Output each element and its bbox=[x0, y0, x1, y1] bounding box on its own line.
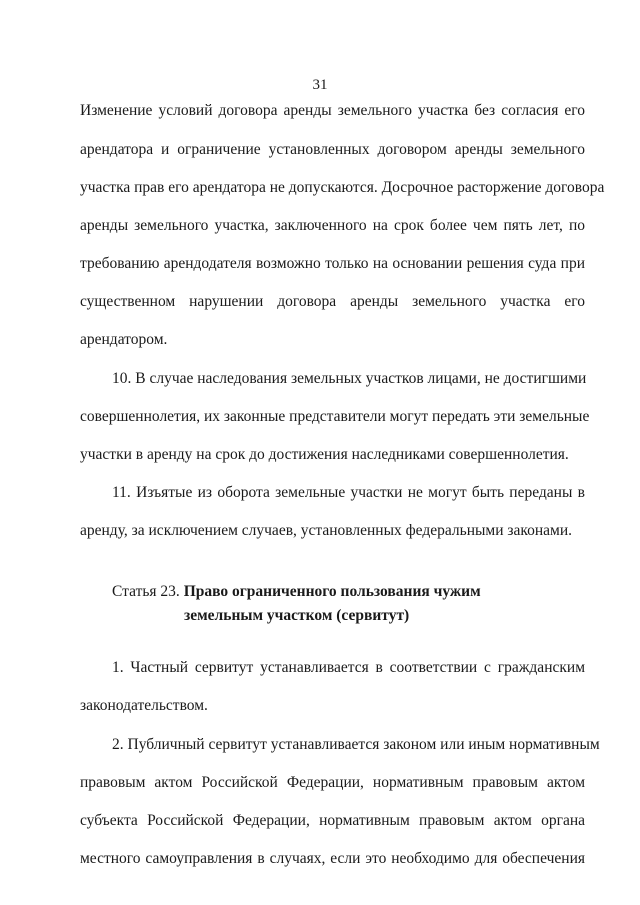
article-label: Статья 23. bbox=[112, 583, 180, 600]
item-10-line: участки в аренду на срок до достижения наследниками совершеннолетия. bbox=[80, 446, 569, 463]
paragraph-line: требованию арендодателя возможно только на основании решения суда при bbox=[80, 255, 585, 272]
paragraph-line: существенном нарушении договора аренды земельного участка его bbox=[80, 293, 585, 310]
paragraph-line: участка прав его арендатора не допускаются. Досрочное расторжение договора bbox=[80, 179, 605, 196]
item-2-line: местного самоуправления в случаях, если это необходимо для обеспечения bbox=[80, 850, 585, 867]
item-2-line: правовым актом Российской Федерации, нормативным правовым актом bbox=[80, 774, 585, 791]
item-11-line: 11. Изъятые из оборота земельные участки не могут быть переданы в bbox=[112, 484, 585, 501]
item-2-line: субъекта Российской Федерации, нормативным правовым актом органа bbox=[80, 812, 585, 829]
page-number: 31 bbox=[312, 77, 328, 93]
article-title-line-2: земельным участком (сервитут) bbox=[184, 607, 410, 624]
paragraph-line: Изменение условий договора аренды земельного участка без согласия его bbox=[80, 102, 585, 119]
article-title: Право ограниченного пользования чужим bbox=[183, 583, 481, 600]
item-2-line: 2. Публичный сервитут устанавливается законом или иным нормативным bbox=[112, 736, 600, 753]
article-heading bbox=[112, 582, 481, 602]
item-10-line: 10. В случае наследования земельных участков лицами, не достигшими bbox=[112, 370, 587, 387]
paragraph-line: аренды земельного участка, заключенного на срок более чем пять лет, по bbox=[80, 217, 585, 234]
paragraph-line: арендатора и ограничение установленных договором аренды земельного bbox=[80, 141, 585, 158]
item-10-line: совершеннолетия, их законные представители могут передать эти земельные bbox=[80, 408, 590, 425]
item-11-line: аренду, за исключением случаев, установленных федеральными законами. bbox=[80, 522, 573, 539]
paragraph-line: арендатором. bbox=[80, 331, 168, 348]
item-1-line: 1. Частный сервитут устанавливается в соответствии с гражданским bbox=[112, 659, 585, 676]
item-1-line: законодательством. bbox=[80, 697, 208, 714]
